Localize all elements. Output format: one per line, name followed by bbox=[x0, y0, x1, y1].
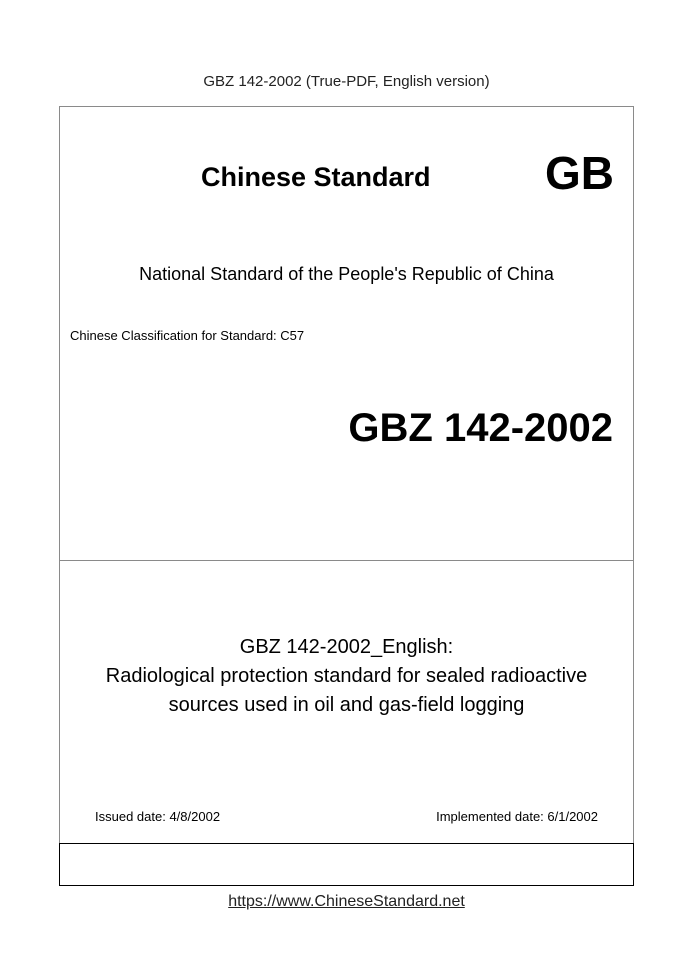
standard-code: GBZ 142-2002 bbox=[348, 406, 613, 450]
website-link[interactable]: https://www.ChineseStandard.net bbox=[228, 893, 465, 910]
gb-mark: GB bbox=[545, 147, 614, 199]
document-title-line: GBZ 142-2002_English: bbox=[239, 636, 454, 658]
cover-title: Chinese Standard bbox=[201, 162, 431, 192]
implemented-date: Implemented date: 6/1/2002 bbox=[436, 809, 598, 824]
national-standard-subtitle: National Standard of the People's Republic of China bbox=[139, 264, 554, 284]
cover-bottom-panel bbox=[59, 843, 634, 886]
page-header: GBZ 142-2002 (True-PDF, English version) bbox=[203, 73, 490, 90]
classification-line: Chinese Classification for Standard: C57 bbox=[70, 328, 305, 343]
document-title-line: sources used in oil and gas-field logging bbox=[168, 694, 525, 716]
document-title bbox=[59, 633, 634, 720]
footer bbox=[0, 893, 693, 911]
issued-date: Issued date: 4/8/2002 bbox=[95, 809, 221, 824]
document-title-line: Radiological protection standard for sealed radioactive bbox=[105, 665, 588, 687]
